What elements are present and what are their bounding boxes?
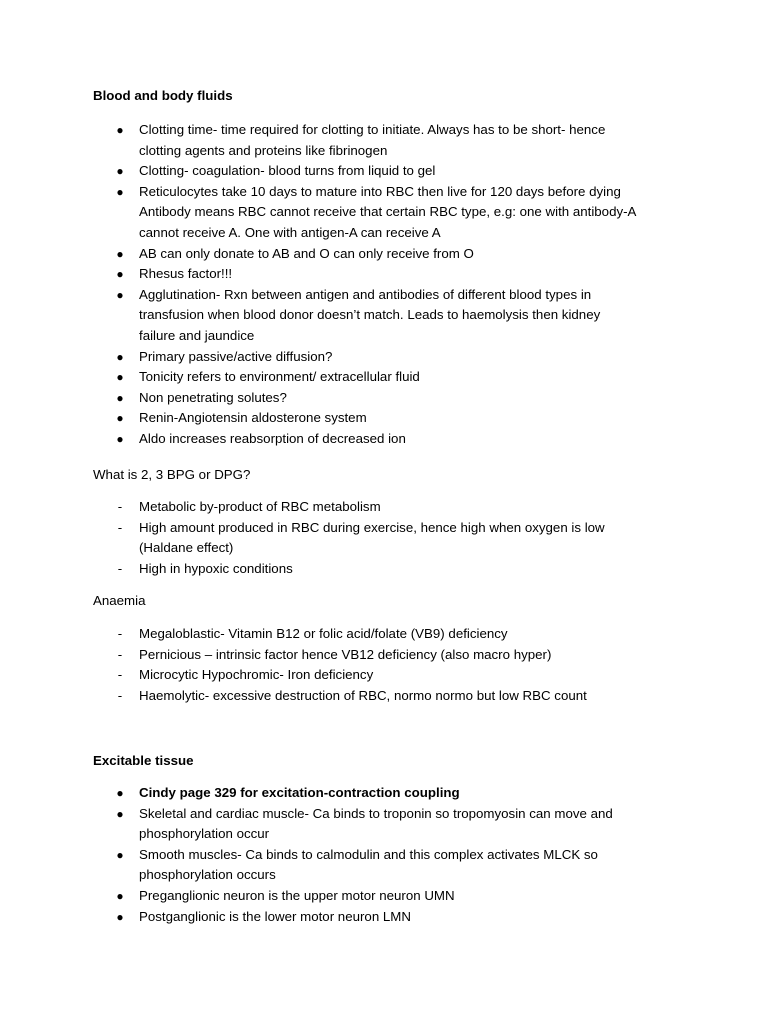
bullet-icon: ● — [116, 164, 124, 179]
list-item-line: clotting agents and proteins like fibrinogen — [139, 142, 388, 158]
list-item-line: Primary passive/active diffusion? — [139, 348, 333, 364]
dash-marker: - — [117, 667, 123, 683]
list-item-line: phosphorylation occurs — [139, 867, 276, 883]
list-item — [0, 559, 679, 580]
list-item-line: Non penetrating solutes? — [139, 389, 287, 405]
list-item-line: failure and jaundice — [139, 327, 255, 343]
blood-bullet-list — [0, 120, 768, 450]
list-item — [0, 665, 679, 686]
list-item-line: High in hypoxic conditions — [139, 560, 293, 576]
list-item-line: High amount produced in RBC during exercise, hence high when oxygen is low — [139, 519, 605, 535]
bullet-icon: ● — [116, 390, 124, 405]
bullet-icon: ● — [116, 123, 124, 137]
list-item — [0, 120, 679, 161]
dash-marker: - — [117, 687, 123, 703]
dash-marker: - — [117, 519, 123, 535]
list-item — [0, 161, 679, 182]
dash-marker: - — [117, 499, 123, 514]
list-item-line: Pernicious – intrinsic factor hence VB12 deficiency (also macro hyper) — [139, 646, 552, 662]
list-item-line: Metabolic by-product of RBC metabolism — [139, 499, 381, 514]
list-item — [0, 686, 679, 707]
list-item-line: Renin-Angiotensin aldosterone system — [139, 410, 367, 426]
list-item-line: Rhesus factor!!! — [139, 266, 233, 282]
section-heading-excitable: Excitable tissue — [93, 753, 194, 768]
section-heading-anaemia: Anaemia — [93, 593, 146, 608]
list-item — [0, 182, 679, 244]
list-item-line: Preganglionic neuron is the upper motor neuron UMN — [139, 887, 455, 903]
list-item — [0, 845, 679, 886]
list-item — [0, 783, 679, 804]
list-item-line: Agglutination- Rxn between antigen and antibodies of different blood types in — [139, 286, 592, 302]
list-item-line: (Haldane effect) — [139, 540, 234, 556]
bullet-icon: ● — [116, 888, 124, 903]
bullet-icon: ● — [116, 411, 124, 426]
list-item-line: Reticulocytes take 10 days to mature into RBC then live for 120 days before dying — [139, 183, 621, 199]
list-item — [0, 886, 679, 907]
list-item-line: Smooth muscles- Ca binds to calmodulin and this complex activates MLCK so — [139, 846, 598, 862]
list-item — [0, 388, 679, 409]
dash-marker: - — [117, 626, 123, 641]
list-item-line: AB can only donate to AB and O can only receive from O — [139, 245, 474, 261]
dpg-dash-list — [0, 497, 768, 579]
list-item-line: Cindy page 329 for excitation-contraction coupling — [139, 785, 460, 800]
bullet-icon: ● — [116, 349, 124, 364]
list-item-line: Tonicity refers to environment/ extracellular fluid — [139, 369, 420, 385]
list-item — [0, 645, 679, 666]
list-item-line: Clotting- coagulation- blood turns from liquid to gel — [139, 163, 436, 179]
list-item-line: Megaloblastic- Vitamin B12 or folic acid/folate (VB9) deficiency — [139, 626, 508, 641]
list-item — [0, 497, 679, 518]
list-item — [0, 367, 679, 388]
bullet-icon: ● — [116, 847, 124, 862]
dash-marker: - — [117, 646, 123, 662]
bullet-icon: ● — [116, 806, 124, 821]
excitable-bullet-list — [0, 783, 768, 927]
list-item-line: Haemolytic- excessive destruction of RBC, normo normo but low RBC count — [139, 687, 587, 703]
list-item-line: transfusion when blood donor doesn’t match. Leads to haemolysis then kidney — [139, 307, 601, 323]
bullet-icon: ● — [116, 431, 124, 446]
list-item — [0, 518, 679, 559]
bullet-icon: ● — [116, 184, 124, 199]
list-item-line: cannot receive A. One with antigen-A can receive A — [139, 224, 441, 240]
list-item-line: Clotting time- time required for clotting to initiate. Always has to be short- hence — [139, 122, 606, 137]
list-item-line: Aldo increases reabsorption of decreased ion — [139, 430, 406, 446]
list-item-line: Antibody means RBC cannot receive that certain RBC type, e.g: one with antibody-A — [139, 204, 637, 220]
list-item — [0, 624, 679, 645]
bullet-icon: ● — [116, 267, 124, 282]
bullet-icon: ● — [116, 287, 124, 302]
list-item — [0, 244, 679, 265]
bullet-icon: ● — [116, 246, 124, 261]
section-heading-blood: Blood and body fluids — [93, 88, 233, 103]
list-item — [0, 907, 679, 928]
anaemia-dash-list — [0, 624, 768, 706]
bullet-icon: ● — [116, 909, 124, 924]
list-item — [0, 429, 679, 450]
bullet-icon: ● — [116, 370, 124, 385]
list-item-line: Microcytic Hypochromic- Iron deficiency — [139, 667, 374, 683]
list-item — [0, 285, 679, 347]
list-item-line: Skeletal and cardiac muscle- Ca binds to troponin so tropomyosin can move and — [139, 805, 613, 821]
list-item — [0, 347, 679, 368]
bullet-icon: ● — [116, 786, 124, 800]
list-item — [0, 264, 679, 285]
list-item-line: phosphorylation occur — [139, 826, 270, 842]
dash-marker: - — [117, 560, 123, 576]
list-item-line: Postganglionic is the lower motor neuron LMN — [139, 908, 411, 924]
section-heading-dpg: What is 2, 3 BPG or DPG? — [93, 467, 251, 482]
list-item — [0, 804, 679, 845]
list-item — [0, 408, 679, 429]
